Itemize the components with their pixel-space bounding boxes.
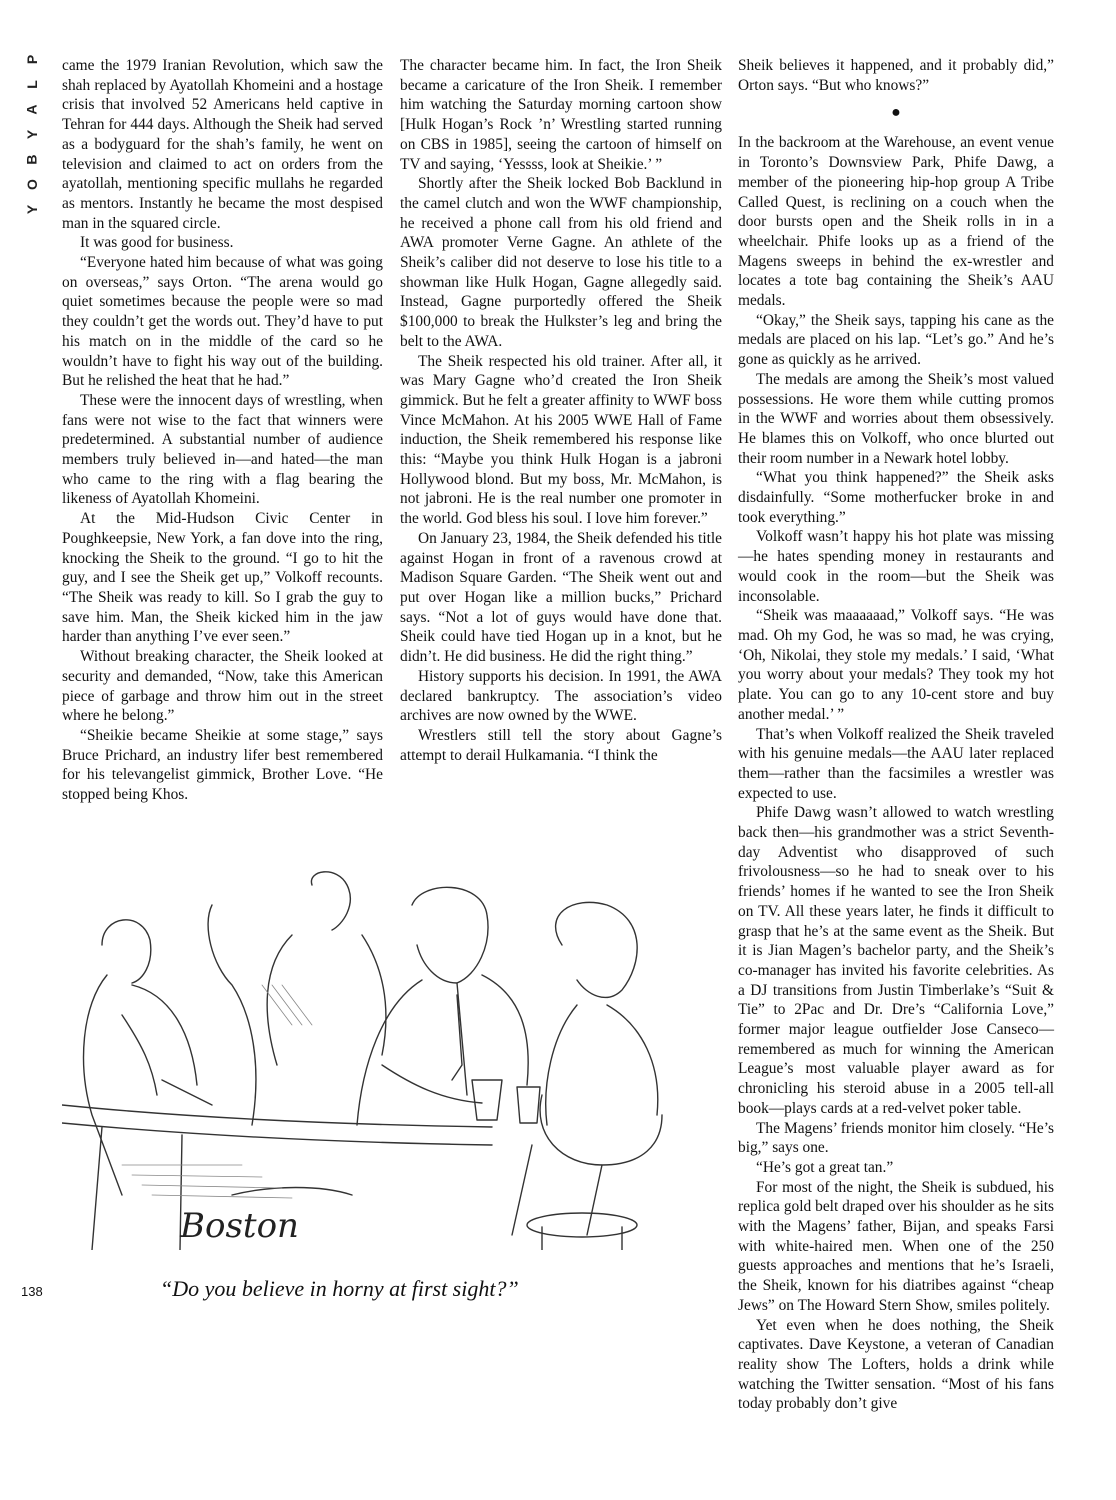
article-paragraph: History supports his decision. In 1991, the AWA declared bankruptcy. The association’s video archives are now owned by the WWE.: [400, 667, 722, 725]
article-paragraph: Yet even when he does nothing, the Sheik captivates. Dave Keystone, a veteran of Canadian reality show The Lofters, holds a drink while watching the Twitter sensation. “Most of his fans today probably don’t give: [738, 1316, 1054, 1413]
brand-letter: P: [24, 53, 40, 65]
article-paragraph: It was good for business.: [80, 234, 234, 252]
article-paragraph: “Sheikie became Sheikie at some stage,” says Bruce Prichard, an industry lifer best remembered for his televangelist gimmick, Brother Love. “He stopped being Khos.: [62, 726, 383, 804]
article-column-1: [62, 56, 383, 805]
article-column-3: [738, 56, 1054, 1414]
article-paragraph: That’s when Volkoff realized the Sheik traveled with his genuine medals—the AAU later replaced them—rather than the facsimiles a wrestler was expected to use.: [738, 725, 1054, 802]
brand-letter: Y: [24, 128, 40, 140]
cartoon-signature: Boston: [180, 1206, 299, 1246]
brand-letter: B: [24, 153, 40, 165]
article-paragraph: “Sheik was maaaaaad,” Volkoff says. “He was mad. Oh my God, he was so mad, he was crying, ‘Oh, Nikolai, they stole my medals.’ I said, ‘What you worry about your medals? They took my hot plate. You can go to any 10-cent store and buy another medal.’ ”: [738, 607, 1054, 723]
article-paragraph: On January 23, 1984, the Sheik defended his title against Hogan in front of a ravenous crowd at Madison Square Garden. “The Sheik went out and put over Hogan like a million bucks,” Prichard says. “Not a lot of guys would have done that. Sheik could have tied Hogan up in a knot, but he didn’t. He did business. He did the right thing.”: [400, 529, 722, 666]
article-paragraph: Without breaking character, the Sheik looked at security and demanded, “Now, take this American piece of garbage and throw him out in the street where he belong.”: [62, 648, 383, 725]
article-paragraph: The character became him. In fact, the Iron Sheik became a caricature of the Iron Sheik. I remember him watching the Saturday morning cartoon show [Hulk Hogan’s Rock ’n’ Wrestling started running on CBS in 1985], seeing the cartoon of himself on TV and saying, ‘Yessss, look at Sheikie.’ ”: [400, 57, 722, 173]
article-paragraph: For most of the night, the Sheik is subdued, his replica gold belt draped over his shoulder as he sits with the Magens’ father, Bijan, and speaks Farsi with white-haired men. When one of the 250 guests approaches and mentions that he’s Israeli, the Sheik, known for his diatribes against “cheap Jews” on The Howard Stern Show, smiles politely.: [738, 1178, 1054, 1314]
brand-letter: O: [23, 178, 40, 190]
brand-letter: Y: [24, 203, 40, 215]
article-column-2: [400, 56, 722, 765]
article-paragraph: These were the innocent days of wrestling, when fans were not wise to the fact that winners were predetermined. A substantial number of audience members truly believed in—and hated—the man who came to the ring with a flag bearing the likeness of Ayatollah Khomeini.: [62, 391, 383, 508]
article-paragraph: “Okay,” the Sheik says, tapping his cane as the medals are placed on his lap. “Let’s go.” And he’s gone as quickly as he arrived.: [738, 311, 1054, 369]
magazine-brand: [22, 52, 42, 216]
article-paragraph: Phife Dawg wasn’t allowed to watch wrestling back then—his grandmother was a strict Seventh-day Adventist who disapproved of such frivolousness—so he had to sneak over to his friends’ homes if he wanted to see the Iron Sheik on TV. All these years later, he finds it difficult to grasp that he’s at the same event as the Sheik. But it is Jian Magen’s bachelor party, and the Sheik’s co-manager has invited his favorite celebrities. As a DJ transitions from Justin Timberlake’s “Suit & Tie” to 2Pac and Dr. Dre’s “California Love,” former major league outfielder Jose Canseco—remembered as much for winning the American League’s most valuable player award as for chronicling his steroid abuse in a 2005 tell-all book—plays cards at a red-velvet poker table.: [738, 804, 1054, 1117]
article-paragraph: Sheik believes it happened, and it probably did,” Orton says. “But who knows?”: [738, 57, 1054, 94]
article-paragraph: “He’s got a great tan.”: [756, 1158, 894, 1176]
section-divider: ●: [891, 104, 901, 122]
article-paragraph: Wrestlers still tell the story about Gagne’s attempt to derail Hulkamania. “I think the: [400, 726, 722, 764]
article-paragraph: The medals are among the Sheik’s most valued possessions. He wore them while cutting promos in the WWF and worries about them obsessively. He blames this on Volkoff, who once blurted out their room number in a Newark hotel lobby.: [738, 370, 1054, 467]
article-paragraph: Volkoff wasn’t happy his hot plate was missing—he hates spending money in restaurants and would cook in the room—but the Sheik was inconsolable.: [738, 528, 1054, 605]
brand-letter: A: [24, 103, 40, 115]
article-paragraph: The Sheik respected his old trainer. After all, it was Mary Gagne who’d created the Iron Sheik gimmick. But he felt a greater affinity to WWF boss Vince McMahon. At his 2005 WWE Hall of Fame induction, the Sheik remembered his response like this: “Maybe you think Hulk Hogan is a jabroni Hollywood blond. But my boss, Mr. McMahon, is not jabroni. He is the real number one promoter in the world. God bless his soul. I love him forever.”: [400, 352, 722, 528]
cartoon-caption: “Do you believe in horny at first sight?”: [160, 1276, 519, 1301]
article-paragraph: The Magens’ friends monitor him closely. “He’s big,” says one.: [738, 1119, 1054, 1157]
brand-letter: L: [24, 79, 40, 89]
article-paragraph: “What you think happened?” the Sheik asks disdainfully. “Some motherfucker broke in and took everything.”: [738, 469, 1054, 526]
article-paragraph: “Everyone hated him because of what was going on overseas,” says Orton. “The arena would go quiet sometimes because the people were so mad they couldn’t get the words out. They’d have to put his match on in the middle of the card so he wouldn’t have to fight his way out of the building. But he relished the heat that he had.”: [62, 254, 383, 390]
article-paragraph: Shortly after the Sheik locked Bob Backlund in the camel clutch and won the WWF championship, he received a phone call from his old friend and AWA promoter Verne Gagne. An athlete of the Sheik’s caliber did not deserve to lose his title to a showman like Hulk Hogan, Gagne allegedly said. Instead, Gagne purportedly offered the Sheik $100,000 to break the Hulkster’s leg and bring the belt to the AWA.: [400, 175, 722, 350]
article-paragraph: came the 1979 Iranian Revolution, which saw the shah replaced by Ayatollah Khomeini and a hostage crisis that involved 52 Americans held captive in Tehran for 444 days. Although the Sheik had served as a bodyguard for the shah’s family, he went on television and claimed to act on orders from the ayatollah, mentioning specific mullahs he regarded as mentors. Instantly he became the most despised man in the squared circle.: [62, 57, 383, 232]
page-number: 138: [21, 1284, 43, 1299]
cartoon-illustration: [62, 865, 678, 1250]
article-paragraph: In the backroom at the Warehouse, an event venue in Toronto’s Downsview Park, Phife Dawg, a member of the pioneering hip-hop group A Tribe Called Quest, is reclining on a couch when the door bursts open and the Sheik rolls in in a wheelchair. Phife looks up as a friend of the Magens sweeps in behind the ex-wrestler and locates a tote bag containing the Sheik’s AAU medals.: [738, 134, 1054, 310]
article-paragraph: At the Mid-Hudson Civic Center in Poughkeepsie, New York, a fan dove into the ring, knocking the Sheik to the ground. “I go to hit the guy, and I see the Sheik get up,” Volkoff recounts. “The Sheik was ready to kill. So I grab the guy to save him. Man, the Sheik kicked him in the jaw harder than anything I’ve ever seen.”: [62, 510, 383, 646]
